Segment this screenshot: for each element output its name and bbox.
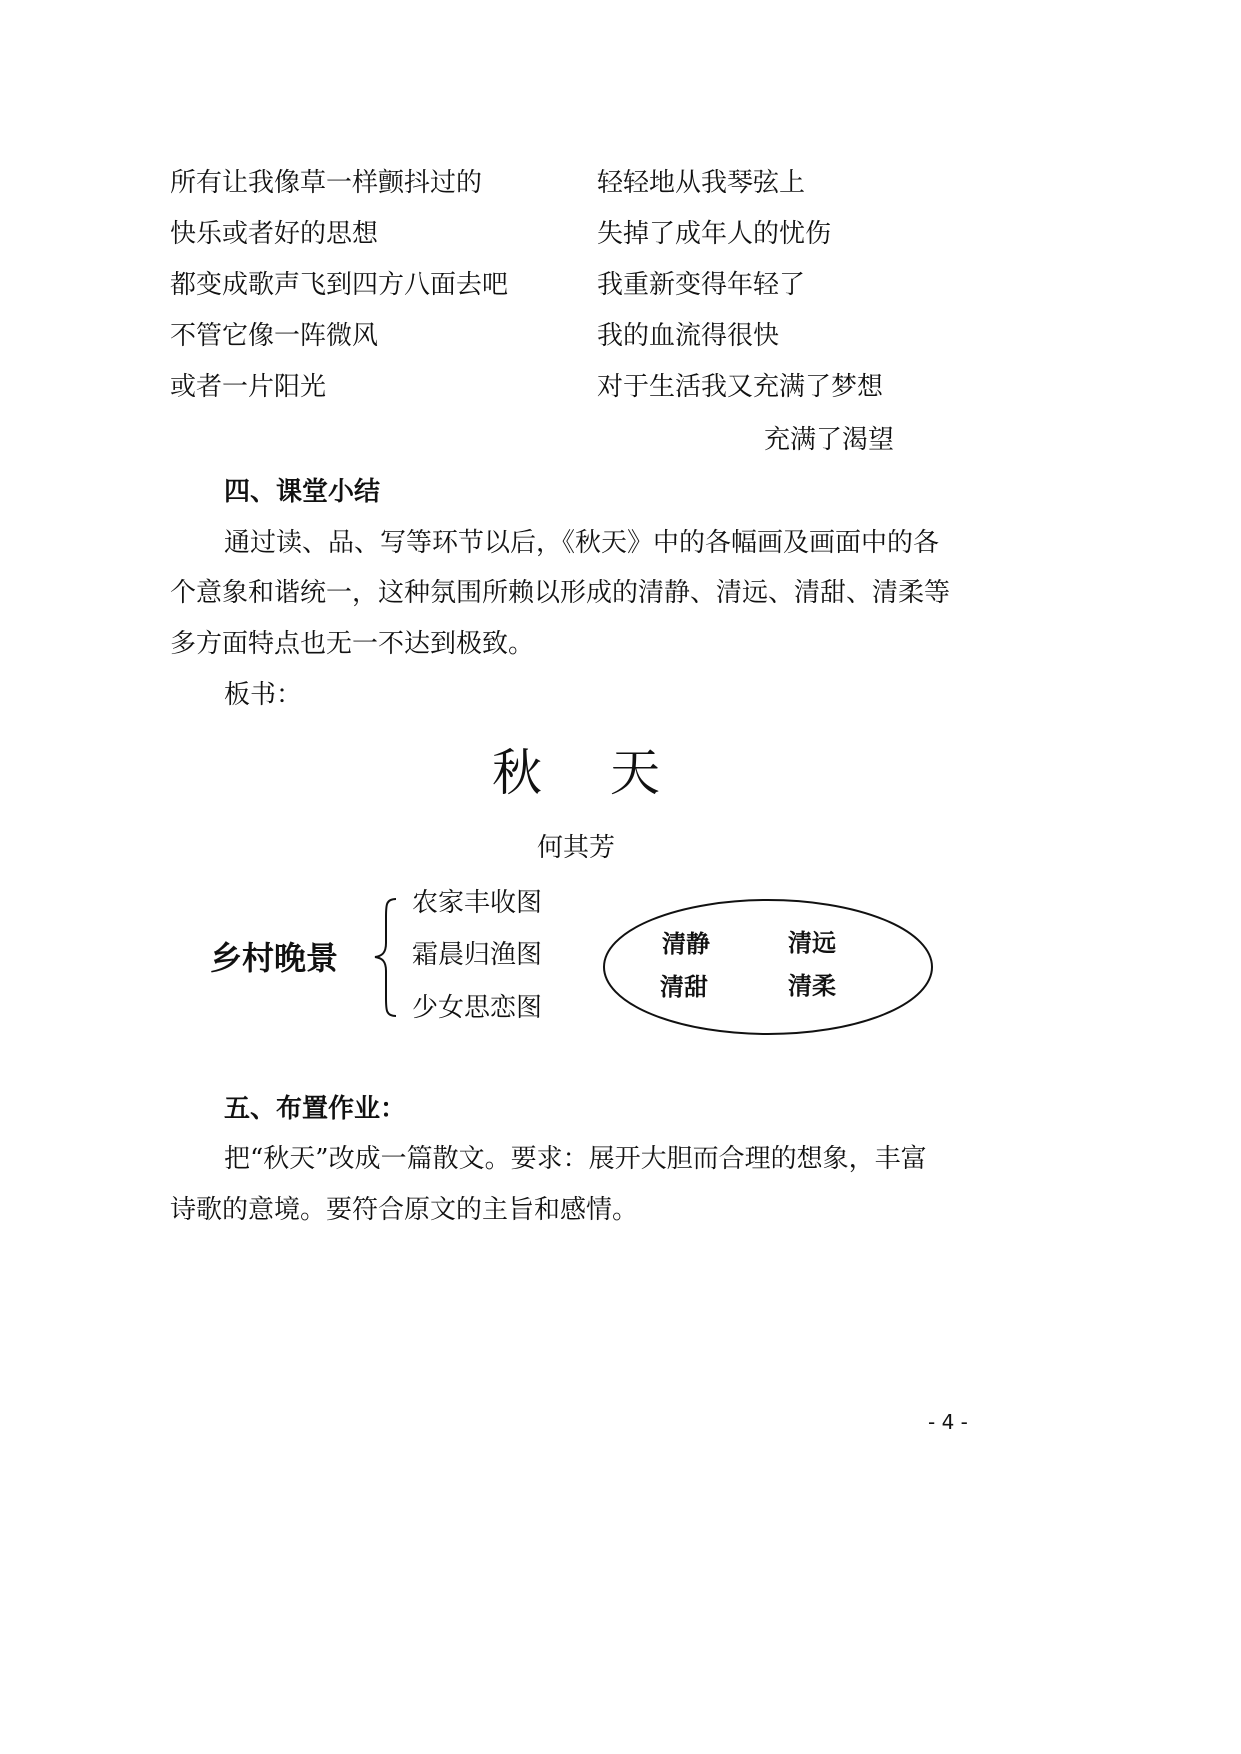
board-branch: 少女思恋图 <box>412 993 543 1023</box>
curly-brace-icon <box>370 895 400 1020</box>
board-label: 板书： <box>224 680 303 710</box>
section4-heading: 四、课堂小结 <box>224 477 381 507</box>
poem-left-line: 不管它像一阵微风 <box>170 321 379 351</box>
board-keyword: 清甜 <box>660 973 708 1001</box>
poem-left-line: 快乐或者好的思想 <box>170 219 379 249</box>
board-keyword: 清静 <box>662 930 710 958</box>
section5-heading: 五、布置作业： <box>224 1094 407 1124</box>
board-main-topic: 乡村晚景 <box>210 939 339 977</box>
poem-right-line: 我重新变得年轻了 <box>597 270 806 300</box>
board-keyword: 清柔 <box>788 972 836 1000</box>
board-author: 何其芳 <box>537 833 616 863</box>
poem-left-line: 都变成歌声飞到四方八面去吧 <box>170 270 509 300</box>
poem-right-line: 对于生活我又充满了梦想 <box>597 372 884 402</box>
poem-left-line: 所有让我像草一样颤抖过的 <box>170 168 483 198</box>
keyword-ellipse <box>600 897 938 1039</box>
board-title-char: 天 <box>610 744 660 802</box>
board-title-char: 秋 <box>492 744 542 802</box>
board-branch: 霜晨归渔图 <box>412 940 543 970</box>
board-keyword: 清远 <box>788 929 836 957</box>
section5-paragraph-line: 诗歌的意境。要符合原文的主旨和感情。 <box>170 1195 639 1225</box>
poem-right-line: 失掉了成年人的忧伤 <box>597 219 832 249</box>
page-number: - 4 - <box>928 1410 968 1434</box>
board-branch: 农家丰收图 <box>412 888 543 918</box>
section4-paragraph-line: 多方面特点也无一不达到极致。 <box>170 629 535 659</box>
poem-right-line: 轻轻地从我琴弦上 <box>597 168 806 198</box>
section4-paragraph-line: 个意象和谐统一，这种氛围所赖以形成的清静、清远、清甜、清柔等 <box>170 578 951 608</box>
poem-right-line: 我的血流得很快 <box>597 321 780 351</box>
section4-paragraph-line: 通过读、品、写等环节以后，《秋天》中的各幅画及画面中的各 <box>224 528 940 558</box>
poem-right-last-line: 充满了渴望 <box>764 425 895 455</box>
section5-paragraph-line: 把“秋天”改成一篇散文。要求：展开大胆而合理的想象，丰富 <box>224 1144 927 1174</box>
poem-left-line: 或者一片阳光 <box>170 372 327 402</box>
